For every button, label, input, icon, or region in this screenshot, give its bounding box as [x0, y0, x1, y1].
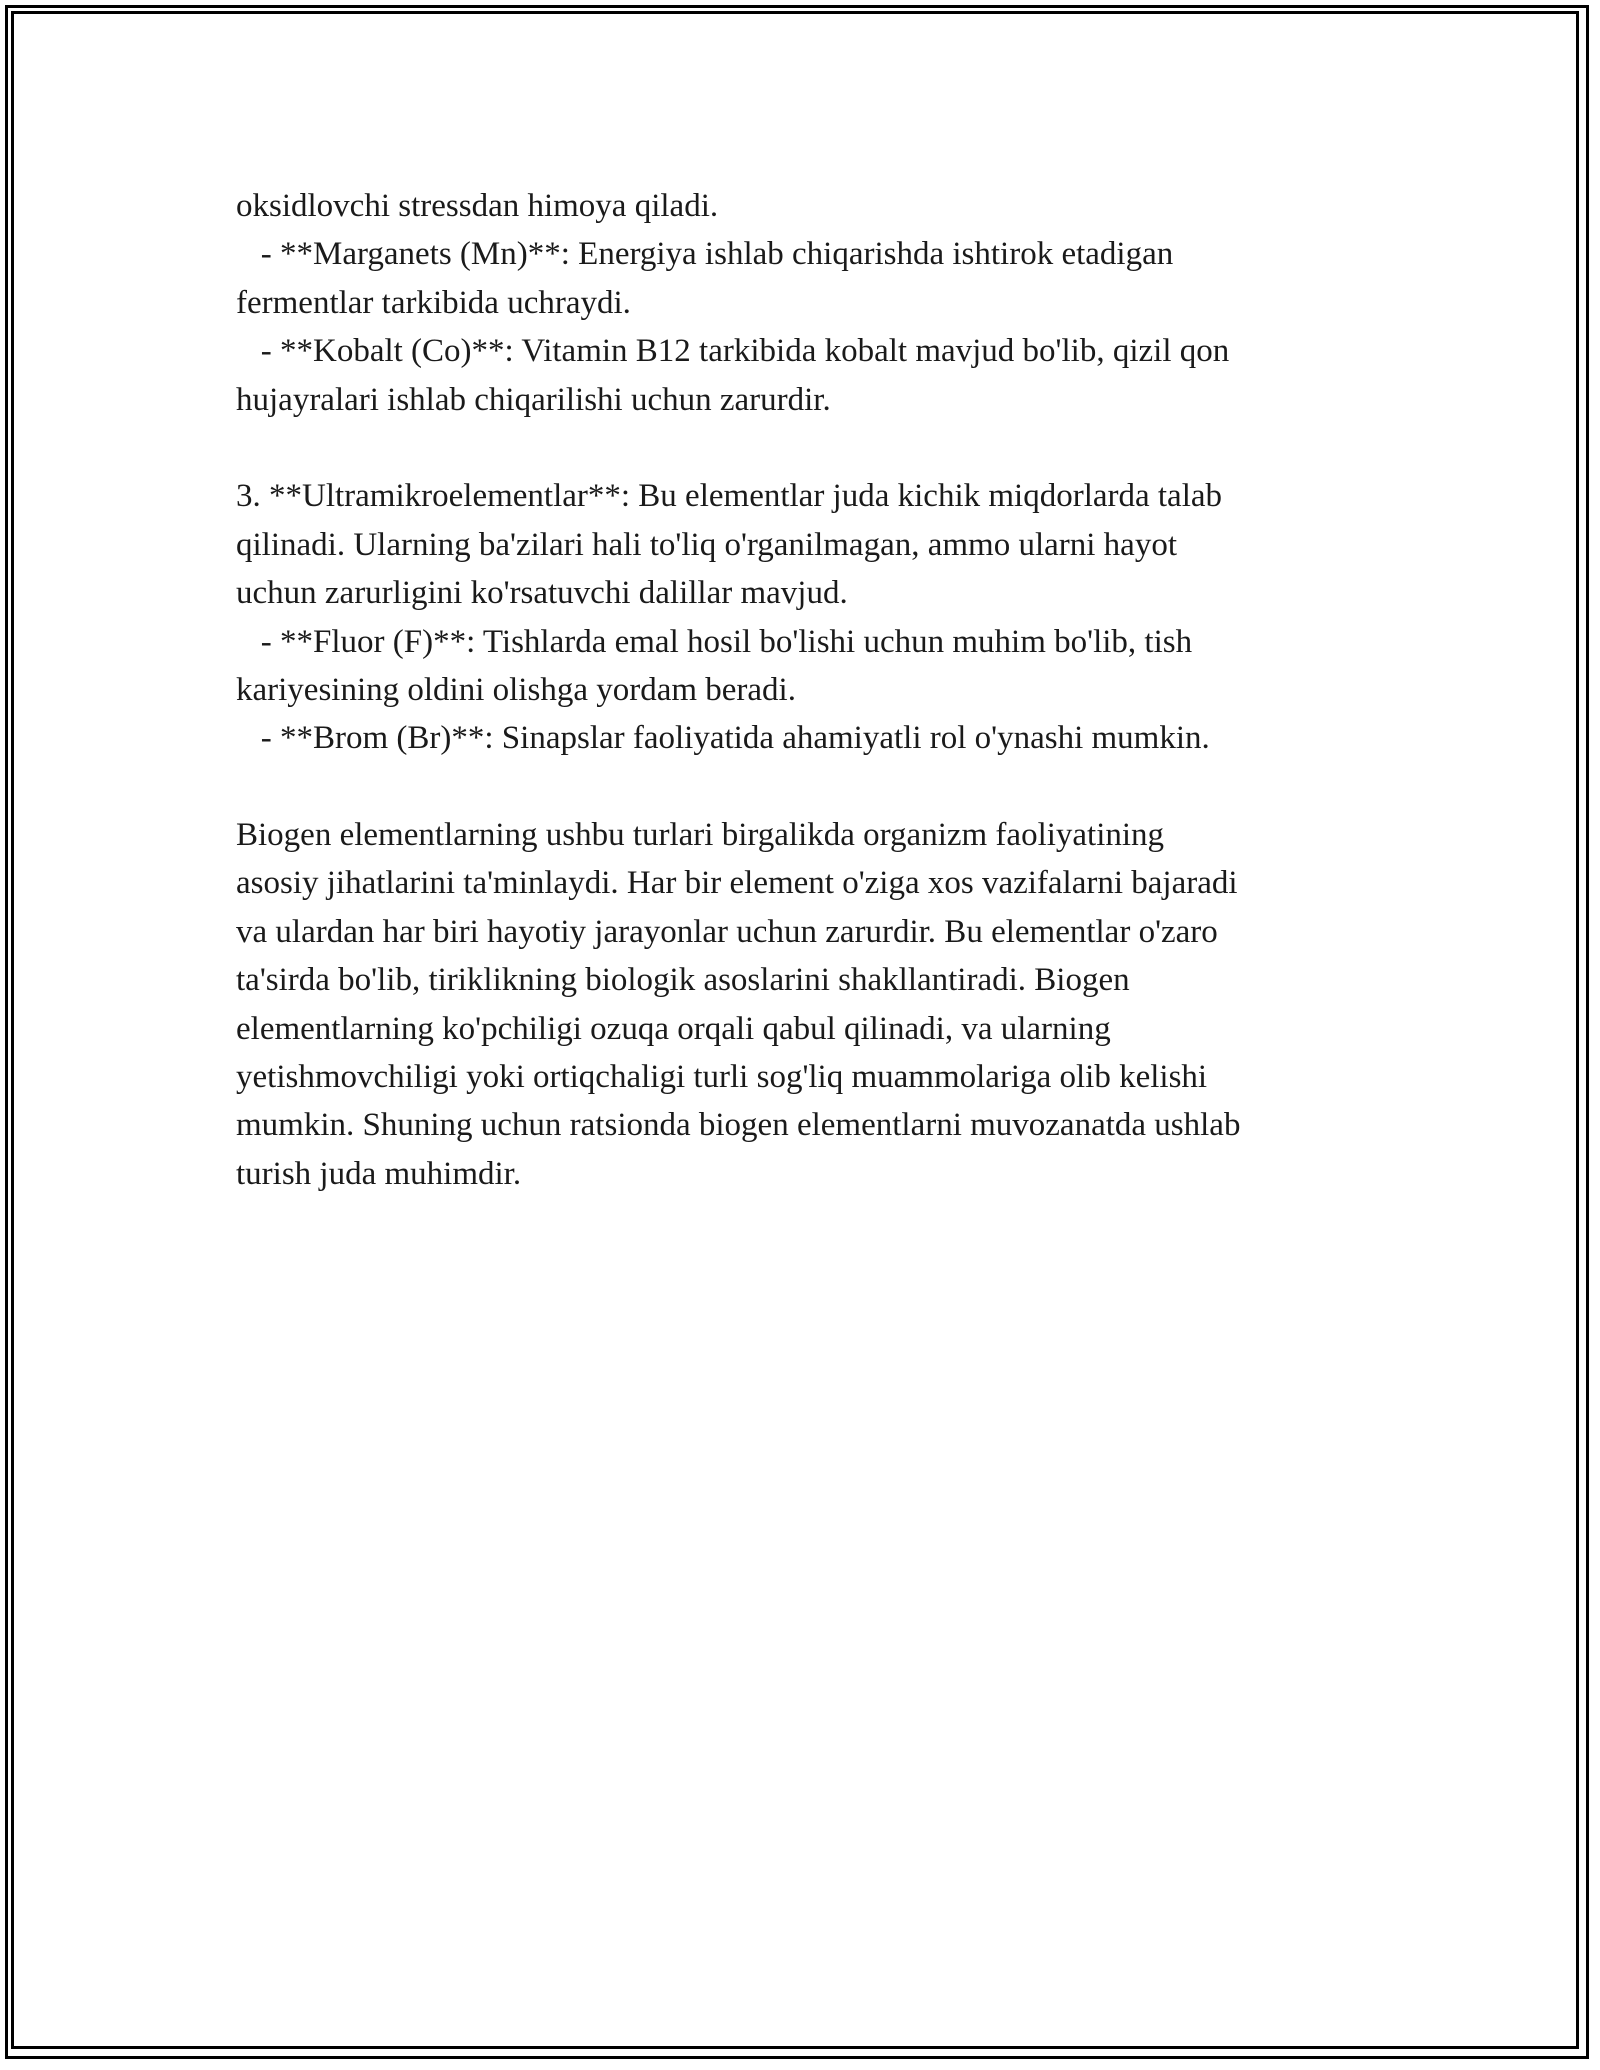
text-line: Biogen elementlarning ushbu turlari birgalikda organizm faoliyatining [236, 817, 1165, 854]
text-line: yetishmovchiligi yoki ortiqchaligi turli sog'liq muammolariga olib kelishi [236, 1059, 1208, 1096]
blank-line [236, 424, 1366, 472]
blank-line [236, 763, 1366, 811]
text-line: uchun zarurligini ko'rsatuvchi dalillar mavjud. [236, 575, 848, 612]
text-line: va ulardan har biri hayotiy jarayonlar uchun zarurdir. Bu elementlar o'zaro [236, 913, 1218, 950]
text-line: oksidlovchi stressdan himoya qiladi. [236, 188, 719, 224]
text-line: qilinadi. Ularning ba'zilari hali to'liq o'rganilmagan, ammo ularni hayot [236, 526, 1177, 563]
text-line: asosiy jihatlarini ta'minlaydi. Har bir element o'ziga xos vazifalarni bajaradi [236, 865, 1238, 902]
text-line: - **Brom (Br)**: Sinapslar faoliyatida ahamiyatli rol o'ynashi mumkin. [236, 720, 1210, 757]
text-line: fermentlar tarkibida uchraydi. [236, 284, 631, 321]
text-line: kariyesining oldini olishga yordam beradi. [236, 671, 796, 708]
text-line: ta'sirda bo'lib, tiriklikning biologik asoslarini shakllantiradi. Biogen [236, 962, 1130, 999]
text-line: - **Fluor (F)**: Tishlarda emal hosil bo'lishi uchun muhim bo'lib, tish [236, 623, 1193, 660]
text-line: 3. **Ultramikroelementlar**: Bu elementlar juda kichik miqdorlarda talab [236, 478, 1223, 515]
text-line: turish juda muhimdir. [236, 1155, 522, 1192]
text-line: - **Kobalt (Co)**: Vitamin B12 tarkibida kobalt mavjud bo'lib, qizil qon [236, 333, 1230, 370]
document-body [236, 182, 1366, 1198]
text-line: mumkin. Shuning uchun ratsionda biogen elementlarni muvozanatda ushlab [236, 1107, 1241, 1144]
text-line: elementlarning ko'pchiligi ozuqa orqali qabul qilinadi, va ularning [236, 1010, 1111, 1047]
text-line: - **Marganets (Mn)**: Energiya ishlab chiqarishda ishtirok etadigan [236, 236, 1174, 273]
text-line: hujayralari ishlab chiqarilishi uchun zarurdir. [236, 381, 831, 418]
